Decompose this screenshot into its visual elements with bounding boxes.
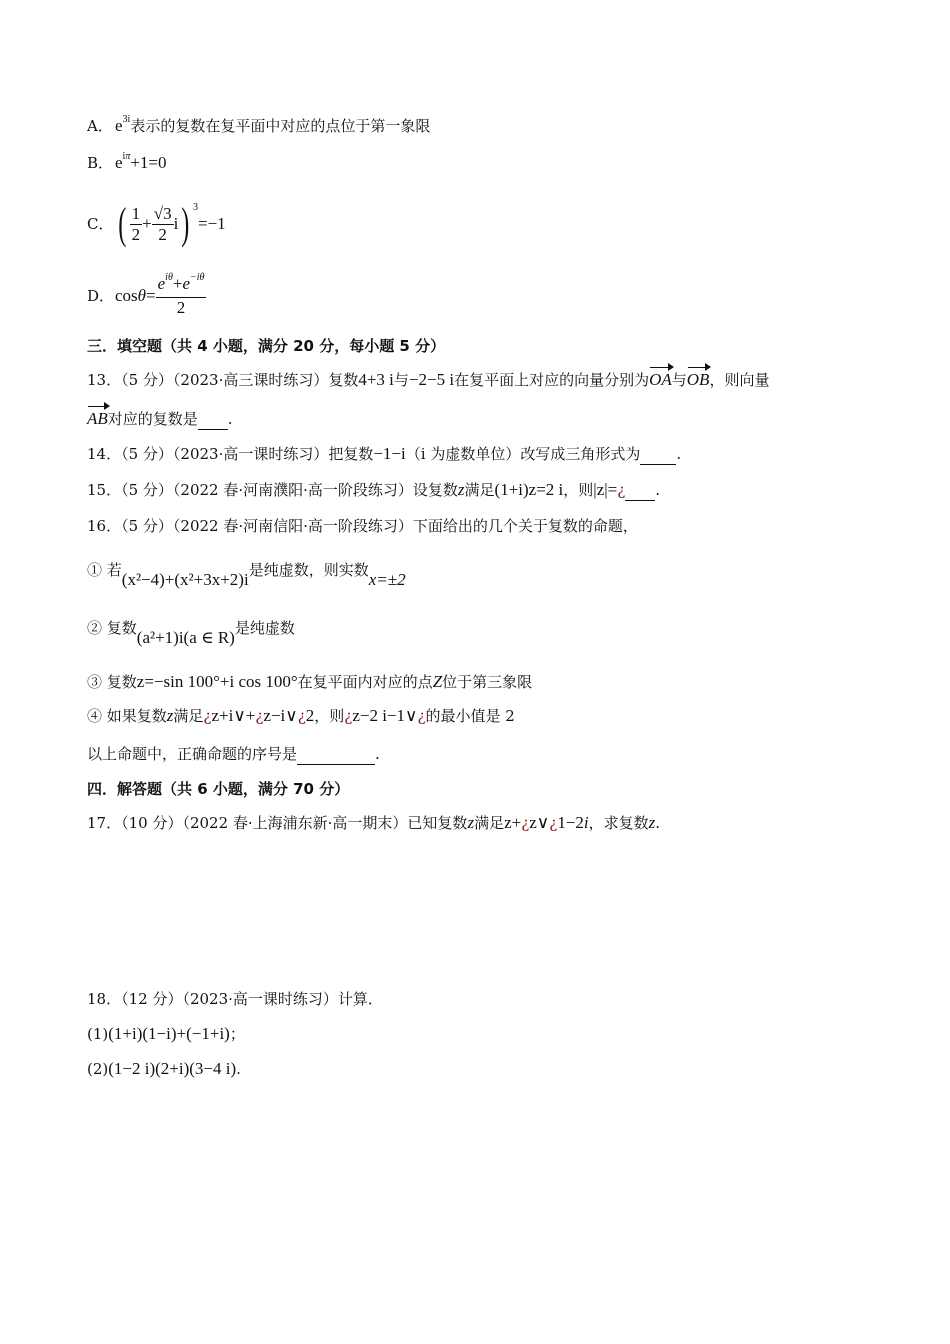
q17-inv-2: ¿ xyxy=(549,814,558,832)
q16-p4-expr-2: z−i∨ xyxy=(263,706,298,725)
question-17 xyxy=(87,813,660,833)
q18-part-2 xyxy=(87,1059,241,1079)
option-b-rest: +1=0 xyxy=(130,153,167,172)
question-14 xyxy=(87,444,681,465)
option-c-fraction-1: $\frac{1}{2}$ xyxy=(131,203,141,244)
q16-proposition-3 xyxy=(87,672,532,692)
option-c-right-paren: ) xyxy=(181,199,190,248)
option-b-exp-pi: π xyxy=(125,151,131,162)
q16-ask-text: 以上命题中，正确命题的序号是 xyxy=(87,745,298,763)
q17-expr-1: z+ xyxy=(504,813,522,832)
q13-vector-ab: AB xyxy=(87,409,108,428)
q16-p1-text: 是纯虚数，则实数 xyxy=(248,561,369,579)
option-b-label: B． xyxy=(87,154,114,172)
q16-p2-text: 是纯虚数 xyxy=(234,619,295,637)
q16-p3-text-2: 位于第三象限 xyxy=(442,673,533,691)
q16-p2-label: ② 复数 xyxy=(87,619,137,637)
q16-p4-inv-3: ¿ xyxy=(297,707,306,725)
option-a xyxy=(87,116,430,139)
q13-z1: 4+3 i xyxy=(358,370,394,389)
question-16: 16．（5 分）（2022 春·河南信阳·高一阶段练习）下面给出的几个关于复数的命题， xyxy=(87,517,638,535)
q15-equation: (1+i)z=2 i xyxy=(494,480,564,499)
option-d xyxy=(87,270,206,321)
q16-p3-expr: z=−sin 100°+i cos 100° xyxy=(136,672,298,691)
option-d-label: D． xyxy=(87,287,115,305)
option-a-text: 表示的复数在复平面中对应的点位于第一象限 xyxy=(130,117,431,135)
option-a-exponent: 3i xyxy=(122,114,131,125)
question-15 xyxy=(87,480,660,501)
q16-p4-label: ④ 如果复数 xyxy=(87,707,167,725)
q13-z2: −2−5 i xyxy=(408,370,455,389)
question-18: 18．（12 分）（2023·高一课时练习）计算． xyxy=(87,990,383,1008)
option-c-rest: =−1 xyxy=(197,214,226,233)
q15-z: z xyxy=(457,480,465,499)
q13-text-2: 与 xyxy=(393,371,409,389)
q16-p4-text-2: ，则 xyxy=(314,707,345,725)
q16-p4-inv-1: ¿ xyxy=(203,707,212,725)
q16-end: . xyxy=(375,745,380,763)
q18-p1-end: ； xyxy=(229,1025,245,1043)
section-3-heading: 三．填空题（共 4 小题，满分 20 分，每小题 5 分） xyxy=(87,337,446,355)
q16-p4-inv-2: ¿ xyxy=(255,707,264,725)
option-d-theta: θ xyxy=(137,286,147,305)
q16-p3-text: 在复平面内对应的点 xyxy=(297,673,433,691)
q16-p4-expr-1: z+i∨+ xyxy=(211,706,256,725)
q16-p4-inv-5: ¿ xyxy=(417,707,426,725)
q16-p1-label: ① 若 xyxy=(87,561,122,579)
option-c xyxy=(87,196,226,253)
q16-p4-expr-4: z−2 i−1∨ xyxy=(352,706,418,725)
q18-p2-expr: (1−2 i)(2+i)(3−4 i) xyxy=(108,1059,237,1078)
q16-p3-label: ③ 复数 xyxy=(87,673,137,691)
q14-answer-blank[interactable] xyxy=(640,444,676,465)
q18-p1-label: (1) xyxy=(87,1025,109,1043)
option-b-base: e xyxy=(115,153,123,172)
option-b-exp-i: i xyxy=(122,151,126,162)
section-4-heading: 四．解答题（共 6 小题，满分 70 分） xyxy=(87,780,350,798)
q17-expr-2: z∨ xyxy=(529,813,550,832)
q16-p4-text-3: 的最小值是 2 xyxy=(425,707,515,725)
q16-p4-inv-4: ¿ xyxy=(344,707,353,725)
q17-text-2: 满足 xyxy=(474,814,505,832)
q16-p1-result: x=±2 xyxy=(368,570,406,589)
q15-end: . xyxy=(655,481,661,499)
q14-end: . xyxy=(676,445,682,463)
q17-z-2: z xyxy=(648,813,656,832)
q16-p4-expr-3: 2 xyxy=(305,706,315,725)
q18-part-1 xyxy=(87,1024,245,1044)
q13-vector-oa: OA xyxy=(649,370,672,389)
q17-inv-1: ¿ xyxy=(521,814,530,832)
option-d-cos: cos xyxy=(115,286,138,305)
option-d-fraction: $\frac{e^{i\theta}+e^{-i\theta}}{2}$ xyxy=(157,272,205,317)
q17-i: i xyxy=(583,813,589,832)
q13-text-4: 与 xyxy=(671,371,687,389)
q16-answer-blank[interactable] xyxy=(297,744,375,765)
option-a-base: e xyxy=(115,116,123,135)
q15-inverted-question: ¿ xyxy=(617,481,626,499)
q16-p1-expr: (x²−4)+(x²+3x+2)i xyxy=(121,570,249,589)
option-c-label: C． xyxy=(87,215,114,233)
option-a-label: A． xyxy=(87,117,113,135)
option-c-left-paren: ( xyxy=(118,199,127,248)
q13-answer-blank[interactable] xyxy=(198,409,228,430)
q16-p2-expr: (a²+1)i(a ∈ R) xyxy=(136,628,235,647)
q18-p1-expr: (1+i)(1−i)+(−1+i) xyxy=(108,1024,230,1043)
q17-z: z xyxy=(467,813,475,832)
q16-proposition-1 xyxy=(87,555,406,589)
q17-end: . xyxy=(655,814,661,832)
question-13-cont xyxy=(87,409,233,430)
q16-p4-text: 满足 xyxy=(173,707,204,725)
option-c-plus: + xyxy=(142,214,152,233)
q16-proposition-2 xyxy=(87,613,295,647)
q14-text-2: （i 为虚数单位）改写成三角形式为 xyxy=(405,445,641,463)
option-c-i: i xyxy=(173,214,179,233)
q15-abs: |z|= xyxy=(593,480,618,499)
q14-z: −1−i xyxy=(373,444,406,463)
q13-end: . xyxy=(227,410,233,428)
q13-vector-ob: OB xyxy=(686,370,710,389)
q15-text-2: 满足 xyxy=(464,481,495,499)
q16-p4-z: z xyxy=(166,706,174,725)
option-c-fraction-2: $\frac{√3}{2}$ xyxy=(153,203,172,244)
q17-text-3: ，求复数 xyxy=(588,814,649,832)
q14-text-1: 14．（5 分）（2023·高一课时练习）把复数 xyxy=(87,445,374,463)
q16-p3-Z: Z xyxy=(432,672,443,691)
q13-text-5: ，则向量 xyxy=(709,371,770,389)
option-b xyxy=(87,153,167,176)
q17-text-1: 17．（10 分）（2022 春·上海浦东新·高一期末）已知复数 xyxy=(87,814,468,832)
q18-p2-end: . xyxy=(236,1060,241,1078)
q15-text-1: 15．（5 分）（2022 春·河南濮阳·高一阶段练习）设复数 xyxy=(87,481,458,499)
q15-answer-blank[interactable] xyxy=(625,480,655,501)
q16-ask xyxy=(87,744,380,765)
option-d-equals: = xyxy=(146,286,156,305)
q13-text-6: 对应的复数是 xyxy=(107,410,198,428)
q13-text-1: 13．（5 分）（2023·高三课时练习）复数 xyxy=(87,371,359,389)
q17-expr-3: 1−2 xyxy=(557,813,584,832)
q15-text-3: ，则 xyxy=(563,481,594,499)
q13-text-3: 在复平面上对应的向量分别为 xyxy=(454,371,650,389)
q16-proposition-4 xyxy=(87,706,515,726)
question-13 xyxy=(87,370,769,390)
option-c-exponent: 3 xyxy=(192,202,198,213)
q18-p2-label: (2) xyxy=(87,1060,109,1078)
